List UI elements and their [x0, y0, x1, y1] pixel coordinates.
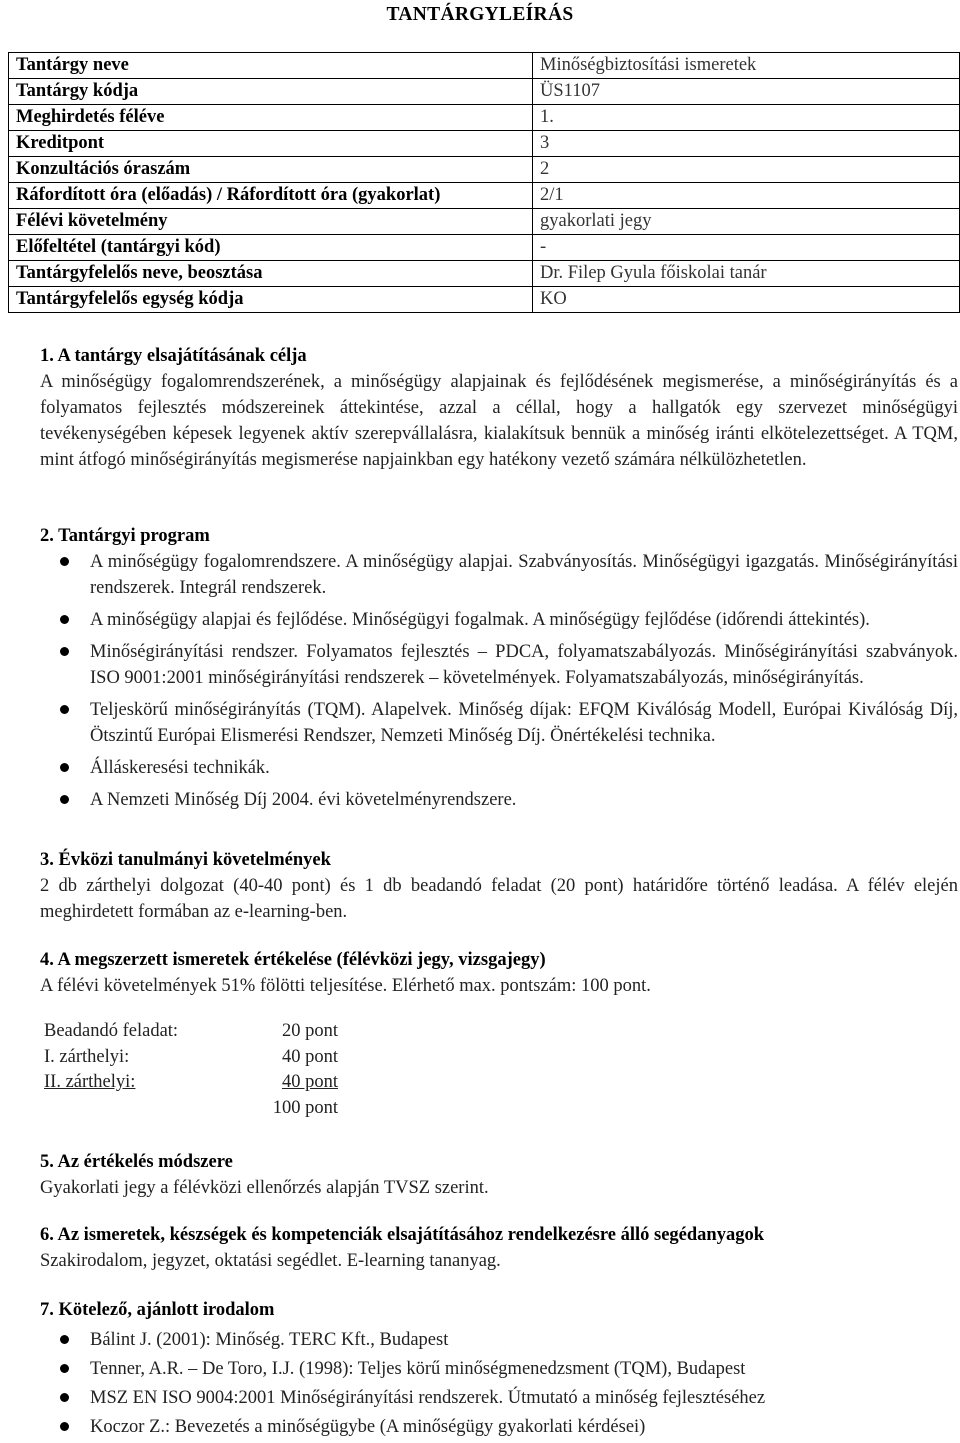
section-text: A félévi követelmények 51% fölötti teljesítése. Elérhető max. pontszám: 100 pont. [40, 976, 651, 996]
table-row [9, 235, 960, 261]
bullet-icon [60, 1393, 69, 1402]
info-label: Előfeltétel (tantárgyi kód) [9, 235, 533, 261]
info-value: 2 [533, 157, 960, 183]
section-heading: 2. Tantárgyi program [40, 526, 210, 546]
list-item [40, 639, 958, 691]
bullet-icon [60, 1364, 69, 1373]
table-row [9, 157, 960, 183]
table-row [44, 1096, 338, 1122]
section-materials [40, 1222, 958, 1274]
section-requirements [40, 847, 958, 925]
info-label: Kreditpont [9, 131, 533, 157]
section-evaluation [40, 947, 958, 1121]
section-program [40, 523, 958, 819]
table-row [9, 131, 960, 157]
score-points: 20 pont [281, 1021, 338, 1041]
table-row [9, 105, 960, 131]
list-item [40, 549, 958, 601]
course-info-table [8, 52, 960, 313]
list-item [40, 787, 958, 813]
table-row [44, 1070, 338, 1096]
info-value: gyakorlati jegy [533, 209, 960, 235]
page-title: TANTÁRGYLEÍRÁS [386, 4, 574, 25]
list-item [40, 1385, 958, 1411]
info-label: Tantárgyfelelős egység kódja [9, 287, 533, 313]
list-item [40, 607, 958, 633]
table-row [44, 1019, 338, 1045]
bullet-icon [60, 795, 69, 804]
bullet-icon [60, 1335, 69, 1344]
bullet-icon [60, 647, 69, 656]
section-method [40, 1149, 958, 1201]
section-heading: 4. A megszerzett ismeretek értékelése (félévközi jegy, vizsgajegy) [40, 950, 546, 970]
list-item [40, 1414, 958, 1440]
bullet-icon [60, 763, 69, 772]
table-row [44, 1045, 338, 1071]
bullet-icon [60, 1422, 69, 1431]
bullet-icon [60, 615, 69, 624]
literature-list [40, 1327, 958, 1440]
section-heading: 6. Az ismeretek, készségek és kompetenciák elsajátításához rendelkezésre álló segédanyagok [40, 1225, 764, 1245]
list-item-text: Tenner, A.R. – De Toro, I.J. (1998): Teljes körű minőségmenedzsment (TQM), Budapest [90, 1359, 746, 1379]
score-name: I. zárthelyi: [44, 1046, 130, 1067]
section-text: 2 db zárthelyi dolgozat (40-40 pont) és 1 db beadandó feladat (20 pont) határidőre történő leadása. A félév elején meghirdetett formában az e-learning-ben. [40, 876, 958, 922]
table-row [9, 287, 960, 313]
info-value: Minőségbiztosítási ismeretek [533, 53, 960, 79]
section-literature [40, 1297, 958, 1443]
info-value: Dr. Filep Gyula főiskolai tanár [533, 261, 960, 287]
bullet-icon [60, 705, 69, 714]
score-points: 40 pont [281, 1072, 338, 1092]
info-label: Konzultációs óraszám [9, 157, 533, 183]
info-value: 1. [533, 105, 960, 131]
list-item-text: Álláskeresési technikák. [90, 758, 270, 778]
list-item-text: A minőségügy fogalomrendszere. A minőségügy alapjai. Szabványosítás. Minőségügyi igazgatás. Minőségirányítási rendszerek. Integrál rendszerek. [90, 552, 958, 598]
list-item-text: Koczor Z.: Bevezetés a minőségügybe (A minőségügy gyakorlati kérdései) [90, 1417, 646, 1437]
info-value: - [533, 235, 960, 261]
list-item-text: Teljeskörű minőségirányítás (TQM). Alapelvek. Minőség díjak: EFQM Kiválóság Modell, Európai Kiválóság Díj, Ötszintű Európai Elismerési Rendszer, Nemzeti Minőség Díj. Önértékelési technika. [90, 700, 958, 746]
info-label: Tantárgyfelelős neve, beosztása [9, 261, 533, 287]
section-heading: 3. Évközi tanulmányi követelmények [40, 850, 331, 870]
table-row [9, 261, 960, 287]
score-name: Beadandó feladat: [44, 1021, 179, 1041]
list-item-text: Minőségirányítási rendszer. Folyamatos fejlesztés – PDCA, folyamatszabályozás. Minőségirányítási szabványok. ISO 9001:2001 minőségirányítási rendszerek – követelmények. Folyamatszabályozás, minőségirányítás. [90, 642, 958, 688]
info-label: Meghirdetés féléve [9, 105, 533, 131]
score-points: 40 pont [281, 1046, 338, 1067]
score-table [44, 1019, 338, 1121]
table-row [9, 53, 960, 79]
score-name: II. zárthelyi: [44, 1072, 136, 1092]
program-list [40, 549, 958, 813]
table-row [9, 79, 960, 105]
info-label: Tantárgy kódja [9, 79, 533, 105]
bullet-icon [60, 557, 69, 566]
list-item-text: MSZ EN ISO 9004:2001 Minőségirányítási rendszerek. Útmutató a minőség fejlesztéséhez [90, 1388, 766, 1408]
list-item [40, 1327, 958, 1353]
list-item-text: Bálint J. (2001): Minőség. TERC Kft., Budapest [90, 1330, 449, 1350]
section-goal [40, 343, 958, 473]
section-text: A minőségügy fogalomrendszerének, a minőségügy alapjainak és fejlődésének megismerése, a minőségirányítás és a folyamatos fejlesztés módszereinek áttekintése, azzal a céllal, hogy a hallgatók egy szervezet minőségügyi tevékenységében képesek legyenek aktív szerepvállalásra, kialakítsuk bennük a minőség iránti elkötelezettséget. A TQM, mint átfogó minőségirányítás megismerése napjainkban egy hatékony vezető számára nélkülözhetetlen. [40, 372, 958, 470]
section-heading: 5. Az értékelés módszere [40, 1152, 233, 1172]
section-text: Szakirodalom, jegyzet, oktatási segédlet. E-learning tananyag. [40, 1251, 501, 1271]
info-label: Ráfordított óra (előadás) / Ráfordított óra (gyakorlat) [9, 183, 533, 209]
section-heading: 1. A tantárgy elsajátításának célja [40, 346, 307, 366]
score-total: 100 pont [272, 1097, 338, 1118]
table-row [9, 209, 960, 235]
section-heading: 7. Kötelező, ajánlott irodalom [40, 1300, 275, 1320]
table-row [9, 183, 960, 209]
list-item [40, 697, 958, 749]
info-value: KO [533, 287, 960, 313]
info-value: ÜS1107 [533, 79, 960, 105]
section-text: Gyakorlati jegy a félévközi ellenőrzés alapján TVSZ szerint. [40, 1178, 489, 1198]
list-item [40, 755, 958, 781]
info-label: Tantárgy neve [9, 53, 533, 79]
list-item-text: A Nemzeti Minőség Díj 2004. évi követelményrendszere. [90, 790, 517, 810]
list-item-text: A minőségügy alapjai és fejlődése. Minőségügyi fogalmak. A minőségügy fejlődése (időrendi áttekintés). [90, 610, 870, 630]
score-name [44, 1096, 266, 1122]
info-value: 3 [533, 131, 960, 157]
list-item [40, 1356, 958, 1382]
info-value: 2/1 [533, 183, 960, 209]
info-label: Félévi követelmény [9, 209, 533, 235]
